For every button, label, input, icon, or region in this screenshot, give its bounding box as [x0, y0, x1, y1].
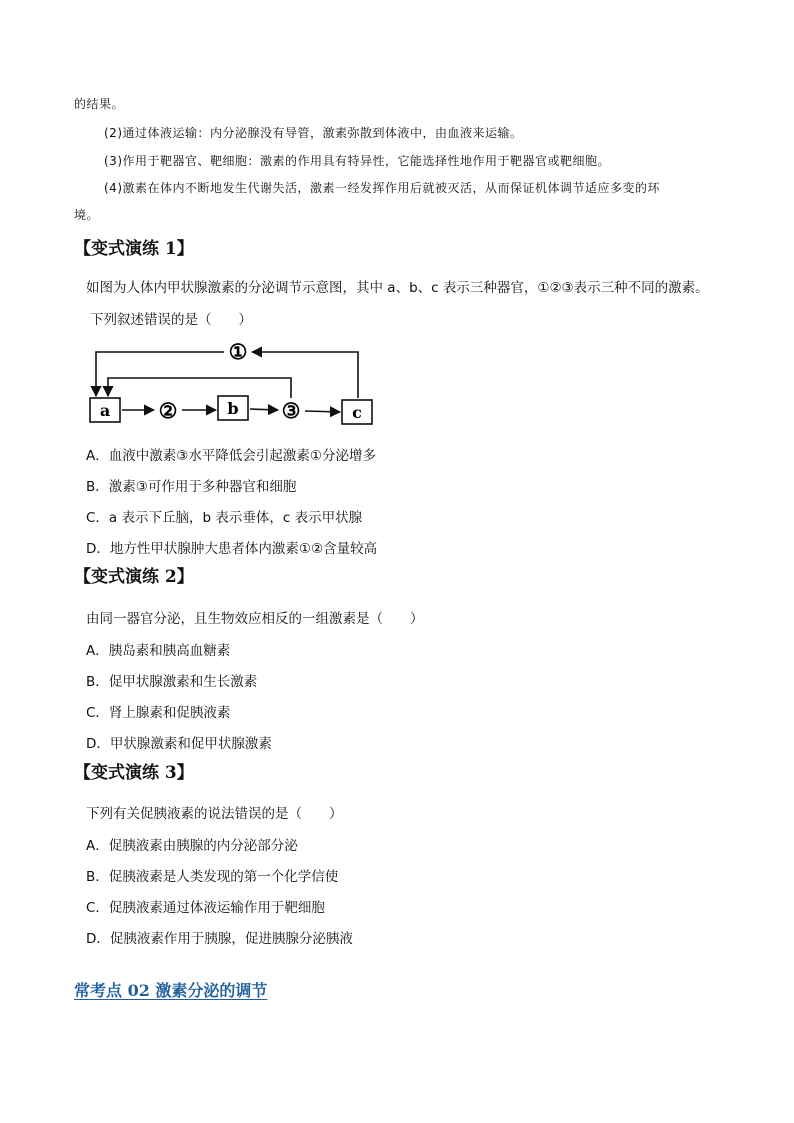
intro-line-1: 的结果。: [74, 97, 125, 111]
intro-line-4: (4)激素在体内不断地发生代谢失活，激素一经发挥作用后就被灭活，从而保证机体调节适应多变的环: [104, 181, 661, 195]
hormone-3-label: ③: [281, 398, 301, 423]
ex2-option-c: C．肾上腺素和促胰液素: [86, 705, 231, 721]
box-a-label: a: [99, 401, 111, 420]
arrow-h1-to-a: [96, 352, 224, 396]
ex1-heading: 【变式演练 1】: [74, 239, 194, 259]
ex2-heading: 【变式演练 2】: [74, 567, 194, 587]
box-c-label: c: [352, 403, 362, 422]
ex1-option-c: C．a 表示下丘脑，b 表示垂体，c 表示甲状腺: [86, 510, 363, 526]
ex1-stem-line-1: 如图为人体内甲状腺激素的分泌调节示意图，其中 a、b、c 表示三种器官，①②③表示三种不同的激素。: [86, 280, 709, 296]
ex3-stem: 下列有关促胰液素的说法错误的是（ ）: [86, 806, 343, 822]
ex1-option-a: A．血液中激素③水平降低会引起激素①分泌增多: [86, 448, 376, 464]
ex3-option-c: C．促胰液素通过体液运输作用于靶细胞: [86, 900, 325, 916]
ex1-option-b: B．激素③可作用于多种器官和细胞: [86, 479, 297, 495]
arrow-b-to-h3: [250, 409, 278, 410]
ex1-option-d: D．地方性甲状腺肿大患者体内激素①②含量较高: [86, 541, 378, 557]
ex3-option-b: B．促胰液素是人类发现的第一个化学信使: [86, 869, 339, 885]
arrow-c-to-h1: [252, 352, 358, 398]
intro-line-5: 境。: [74, 208, 100, 222]
ex2-option-d: D．甲状腺激素和促甲状腺激素: [86, 736, 272, 752]
hormone-2-label: ②: [158, 398, 178, 423]
intro-line-2: (2)通过体液运输：内分泌腺没有导管，激素弥散到体液中，由血液来运输。: [104, 126, 523, 140]
ex2-option-b: B．促甲状腺激素和生长激素: [86, 674, 258, 690]
arrow-h3-to-a: [108, 378, 291, 398]
box-b-label: b: [227, 399, 239, 418]
ex3-heading: 【变式演练 3】: [74, 763, 194, 783]
hormone-regulation-diagram: [80, 330, 380, 430]
hormone-1-label: ①: [228, 339, 248, 364]
keypoint-02-link[interactable]: 常考点 02 激素分泌的调节: [74, 981, 268, 1000]
ex1-stem-line-2: 下列叙述错误的是（ ）: [90, 312, 252, 328]
ex2-option-a: A．胰岛素和胰高血糖素: [86, 643, 231, 659]
ex3-option-d: D．促胰液素作用于胰腺，促进胰腺分泌胰液: [86, 931, 353, 947]
ex2-stem: 由同一器官分泌，且生物效应相反的一组激素是（ ）: [86, 611, 424, 627]
ex3-option-a: A．促胰液素由胰腺的内分泌部分泌: [86, 838, 298, 854]
intro-line-3: (3)作用于靶器官、靶细胞：激素的作用具有特异性，它能选择性地作用于靶器官或靶细胞。: [104, 154, 611, 168]
arrow-h3-to-c: [305, 411, 340, 412]
